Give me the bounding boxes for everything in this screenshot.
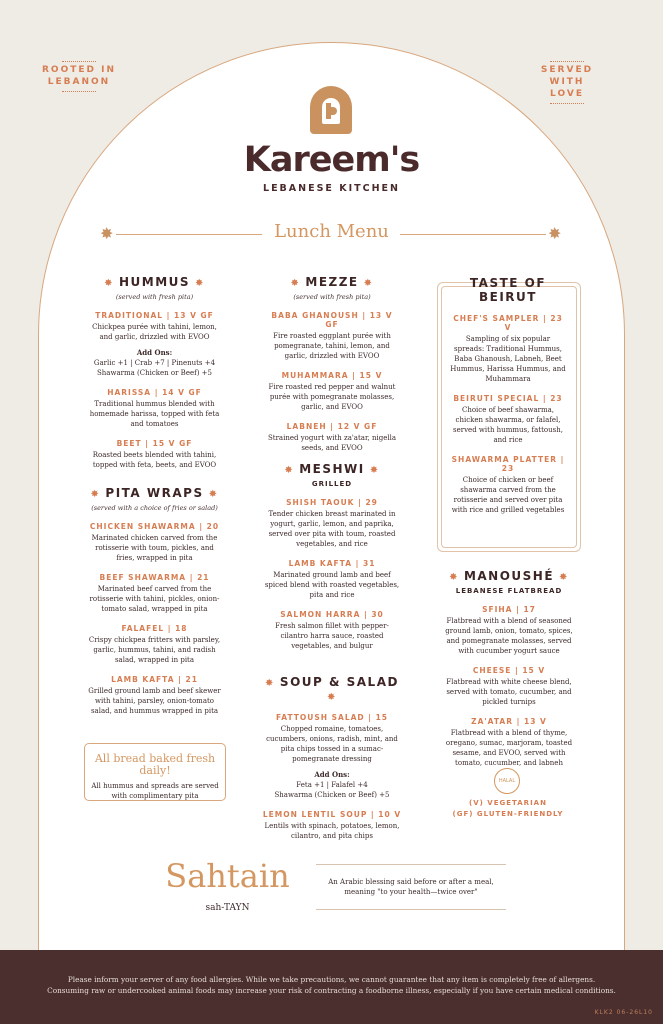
item-desc: Sampling of six popular spreads: Traditional Hummus, Baba Ghanoush, Labneh, Beet Hummus, Harissa Hummus, and Muhammara xyxy=(450,335,566,383)
item-desc: Lentils with spinach, potatoes, lemon, cilantro, and pita chips xyxy=(264,822,400,840)
menu-item xyxy=(260,713,404,800)
item-desc: Grilled ground lamb and beef skewer with tahini, parsley, onion-tomato salad, and hummus wrapped in pita xyxy=(88,687,221,715)
print-code: KLK2 06-26L10 xyxy=(594,1009,653,1016)
pita-section xyxy=(88,486,221,716)
item-name: HARISSA | 14 V GF xyxy=(107,388,202,397)
item-name: TRADITIONAL | 13 V GF xyxy=(95,311,214,320)
item-desc: Fresh salmon fillet with pepper-cilantro harra sauce, roasted vegetables, and bulgur xyxy=(275,622,389,650)
item-name: FATTOUSH SALAD | 15 xyxy=(275,713,389,722)
item-desc: Flatbread with white cheese blend, served with tomato, cucumber, and pickled turnips xyxy=(446,678,572,706)
section-title: ✸ MEZZE ✸ xyxy=(290,275,374,289)
sahtain-pronunciation: sah-TAYN xyxy=(205,903,250,913)
menu-title: Lunch Menu xyxy=(274,221,389,242)
menu-item xyxy=(88,522,221,563)
item-name: CHICKEN SHAWARMA | 20 xyxy=(89,522,220,531)
addons-title: Add Ons: xyxy=(314,770,350,779)
item-name: LABNEH | 12 V GF xyxy=(286,422,378,431)
addons-list: Shawarma (Chicken or Beef) +5 xyxy=(97,369,212,377)
addons-list: Garlic +1 | Crab +7 | Pinenuts +4 xyxy=(93,359,216,367)
menu-item xyxy=(264,559,400,600)
menu-item xyxy=(444,605,574,656)
corner-left-line2: LEBANON xyxy=(47,77,111,87)
pita-title: PITA WRAPS xyxy=(105,486,204,500)
halal-badge-icon: HALAL xyxy=(494,768,520,794)
item-desc: Roasted beets blended with tahini, topped with feta, beets, and EVOO xyxy=(92,451,217,469)
item-desc: Marinated ground lamb and beef spiced blend with roasted vegetables, pita and rice xyxy=(264,571,400,599)
item-name: BEET | 15 V GF xyxy=(116,439,193,448)
brand-name: Kareem's xyxy=(243,140,420,180)
item-desc: Choice of chicken or beef shawarma carved from the rotisserie and served over pita with rice and grilled vegetables xyxy=(451,476,565,514)
meshwi-subtitle: GRILLED xyxy=(311,480,353,488)
logo-k-icon xyxy=(310,86,352,134)
item-name: CHEESE | 15 V xyxy=(472,666,546,675)
item-desc: Chickpea purée with tahini, lemon, and garlic, drizzled with EVOO xyxy=(92,323,217,341)
hummus-subtitle: (served with fresh pita) xyxy=(115,293,194,301)
beirut-title: TASTE OF BEIRUT xyxy=(469,276,547,304)
item-name: BEEF SHAWARMA | 21 xyxy=(99,573,210,582)
corner-rooted xyxy=(34,58,124,92)
bread-desc: All hummus and spreads are served with complimentary pita xyxy=(91,782,219,800)
item-desc: Fire roasted red pepper and walnut purée with pomegranate molasses, garlic, and EVOO xyxy=(268,383,396,411)
allergen-notice xyxy=(0,974,663,996)
meshwi-section xyxy=(264,462,400,651)
dietary-legend xyxy=(437,798,579,820)
item-desc: Tender chicken breast marinated in yogurt, garlic, lemon, and paprika, served over pita with toum, roasted vegetables, and rice xyxy=(268,510,396,548)
item-name: SFIHA | 17 xyxy=(482,605,536,614)
bread-callout xyxy=(84,743,226,801)
star-ornament-icon: ✸ xyxy=(548,224,562,243)
menu-item xyxy=(88,573,221,614)
item-name: BEIRUTI SPECIAL | 23 xyxy=(453,394,563,403)
item-desc: Traditional hummus blended with homemade harissa, topped with feta and tomatoes xyxy=(89,400,220,428)
menu-item xyxy=(450,314,566,384)
item-name: SHAWARMA PLATTER | 23 xyxy=(451,455,565,473)
section-title: ✸ PITA WRAPS ✸ xyxy=(90,486,219,500)
item-name: BABA GHANOUSH | 13 V GF xyxy=(271,311,393,329)
menu-item xyxy=(88,311,221,378)
manoushe-subtitle: LEBANESE FLATBREAD xyxy=(455,587,563,595)
meshwi-title: MESHWI xyxy=(299,462,365,476)
item-name: MUHAMMARA | 15 V xyxy=(281,371,383,380)
item-desc: Crispy chickpea fritters with parsley, garlic, hummus, tahini, and radish salad, wrapped in pita xyxy=(88,636,221,664)
allergen-footer xyxy=(0,950,663,1024)
item-desc: Marinated beef carved from the rotisserie with tahini, pickles, onion-tomato salad, wrapped in pita xyxy=(89,585,220,613)
menu-item xyxy=(444,666,574,707)
menu-item xyxy=(88,439,221,470)
item-name: LAMB KAFTA | 31 xyxy=(288,559,376,568)
item-desc: Flatbread with a blend of seasoned ground lamb, onion, tomato, spices, and pomegranate molasses, served with cucumber yogurt sauce xyxy=(445,617,573,655)
star-ornament-icon: ✸ xyxy=(100,224,114,243)
beirut-section xyxy=(450,276,566,515)
menu-item xyxy=(88,388,221,429)
corner-served xyxy=(522,58,612,104)
menu-item xyxy=(264,422,400,453)
item-desc: Marinated chicken carved from the rotisserie with toum, pickles, and fries, wrapped in pita xyxy=(91,534,218,562)
item-name: FALAFEL | 18 xyxy=(121,624,188,633)
item-name: LAMB KAFTA | 21 xyxy=(111,675,198,684)
item-desc: Flatbread with a blend of thyme, oregano, sumac, marjoram, toasted sesame, and EVOO, served with tomato, cucumber, and labneh xyxy=(445,729,573,767)
allergen-line-1: Please inform your server of any food allergies. While we take precautions, we cannot guarantee that any item is completely free of allergens. xyxy=(67,975,596,984)
manoushe-section xyxy=(444,569,574,768)
menu-item xyxy=(264,498,400,549)
bread-title: All bread baked fresh daily! xyxy=(94,752,216,777)
section-title: ✸ SOUP & SALAD ✸ xyxy=(265,675,399,703)
item-name: ZA'ATAR | 13 V xyxy=(471,717,547,726)
sahtain-word: Sahtain xyxy=(165,857,290,895)
soup-section xyxy=(260,675,404,841)
menu-item xyxy=(264,371,400,412)
addons-title: Add Ons: xyxy=(136,348,173,357)
hummus-section xyxy=(88,275,221,470)
legend-gluten-friendly: (GF) GLUTEN-FRIENDLY xyxy=(452,810,564,818)
sahtain-meaning: An Arabic blessing said before or after a meal, meaning "to your health—twice over" xyxy=(316,864,506,910)
section-title: ✸ HUMMUS ✸ xyxy=(104,275,205,289)
mezze-subtitle: (served with fresh pita) xyxy=(293,293,371,301)
hummus-title: HUMMUS xyxy=(118,275,191,289)
pita-subtitle: (served with a choice of fries or salad) xyxy=(91,504,218,512)
item-name: SHISH TAOUK | 29 xyxy=(286,498,378,507)
menu-item xyxy=(450,455,566,515)
section-title: ✸ MESHWI ✸ xyxy=(284,462,380,476)
menu-item xyxy=(450,394,566,445)
item-desc: Fire roasted eggplant purée with pomegranate, tahini, lemon, and garlic, drizzled with EVOO xyxy=(273,332,391,360)
menu-item xyxy=(260,810,404,841)
menu-item xyxy=(264,311,400,361)
corner-left-line1: ROOTED IN xyxy=(41,65,116,75)
menu-item xyxy=(444,717,574,768)
item-desc: Strained yogurt with za'atar, nigella seeds, and EVOO xyxy=(267,434,397,452)
addons-list: Feta +1 | Falafel +4 xyxy=(296,781,368,789)
menu-item xyxy=(88,675,221,716)
menu-item xyxy=(264,610,400,651)
mezze-section xyxy=(264,275,400,453)
item-name: SALMON HARRA | 30 xyxy=(280,610,384,619)
soup-title: SOUP & SALAD xyxy=(279,675,399,689)
legend-vegetarian: (V) VEGETARIAN xyxy=(469,799,547,807)
menu-item xyxy=(88,624,221,665)
manoushe-title: MANOUSHÉ xyxy=(463,569,555,583)
item-desc: Choice of beef shawarma, chicken shawarma, or falafel, served with hummus, fattoush, and rice xyxy=(453,406,563,444)
item-name: LEMON LENTIL SOUP | 10 V xyxy=(262,810,402,819)
section-title: ✸ MANOUSHÉ ✸ xyxy=(449,569,569,583)
allergen-line-2: Consuming raw or undercooked animal foods may increase your risk of contracting a foodborne illness, especially if you have certain medical conditions. xyxy=(47,986,616,995)
item-name: CHEF'S SAMPLER | 23 V xyxy=(453,314,563,332)
addons-list: Shawarma (Chicken or Beef) +5 xyxy=(274,791,390,799)
corner-right-line1: SERVED WITH xyxy=(540,65,594,87)
mezze-title: MEZZE xyxy=(305,275,359,289)
brand-tagline: LEBANESE KITCHEN xyxy=(263,183,400,194)
corner-right-line2: LOVE xyxy=(550,89,584,99)
item-desc: Chopped romaine, tomatoes, cucumbers, onions, radish, mint, and pita chips tossed in a sumac-pomegranate dressing xyxy=(266,725,398,763)
